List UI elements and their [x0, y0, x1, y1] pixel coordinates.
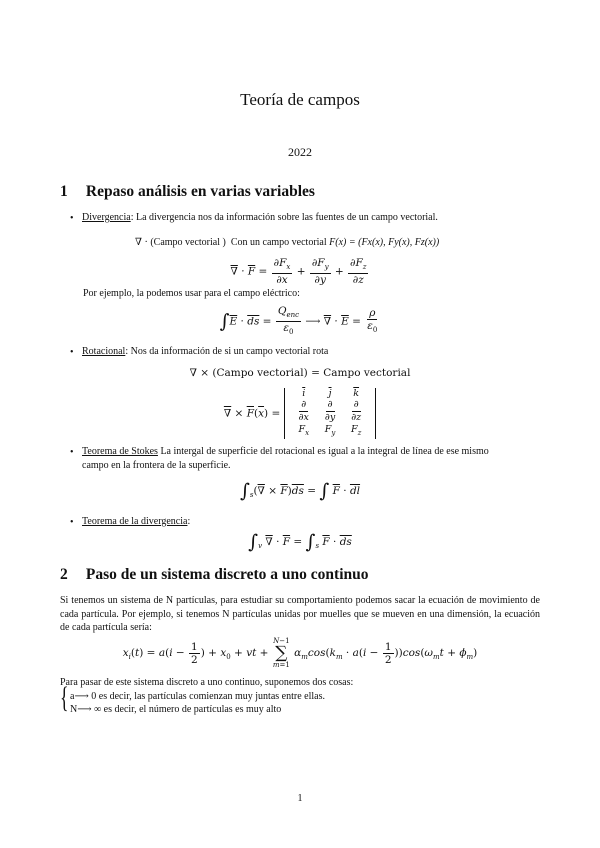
- divergence-text: : La divergencia nos da información sobre las fuentes de un campo vectorial.: [130, 212, 438, 223]
- divtheorem-text: :: [187, 516, 191, 527]
- bullet-divergence: •: [70, 213, 74, 224]
- document-title: Teoría de campos: [240, 90, 360, 109]
- divergence-eq1-right: F(x) = (Fx(x), Fy(x), Fz(x)): [329, 237, 440, 248]
- stokes-text-line2: campo en la frontera de la superficie.: [82, 460, 231, 471]
- rotational-text: : Nos da información de si un campo vectorial rota: [125, 346, 329, 357]
- rotational-eq1: ∇ × (Campo vectorial) = Campo vectorial: [189, 367, 411, 379]
- bullet-divergence-theorem: •: [70, 517, 74, 528]
- divtheorem-item: [82, 515, 190, 529]
- section-2-heading: [60, 566, 369, 584]
- assumption-1: a⟶ 0 es decir, las partículas comienzan muy juntas entre ellas.: [70, 691, 325, 702]
- stokes-text-line1: La intergal de superficie del rotacional es igual a la integral de línea de ese mismo: [157, 446, 489, 457]
- page-number: 1: [297, 793, 303, 804]
- divergence-theorem-formula: $\int_v$ ∇ · $\overline{F} = \int_s$ $\overline{F} \cdot \overline{ds}$: [248, 531, 352, 553]
- rotational-item: [82, 345, 328, 359]
- curl-determinant: $\overline{i}$ $\overline{j}$ $\overline{k}$ $\frac{\partial}{\partial x}$ $\frac{\partial}{\partial y}$ $\frac{\partial}{\partial z}$ $F_x$ $F_y$ $F_z$: [284, 388, 377, 439]
- divergence-eq1-mid: Con un campo vectorial: [230, 237, 327, 248]
- divergence-eq1-left: ∇ · (Campo vectorial ): [135, 237, 226, 248]
- stokes-formula: $\int_s(\nabla \times \overline{F})\overline{ds}$ = ∫ $\overline{F} \cdot \overline{dl}$: [239, 480, 361, 502]
- rotational-term: Rotacional: [82, 346, 126, 357]
- stokes-item: [82, 445, 489, 459]
- section-1-heading: [60, 183, 315, 201]
- stokes-term: Teorema de Stokes: [82, 446, 158, 457]
- divergence-example-text: Por ejemplo, la podemos usar para el campo eléctrico:: [83, 288, 300, 299]
- divergence-term: Divergencia: [82, 212, 131, 223]
- document-date: 2022: [288, 145, 312, 159]
- section-2-title: Paso de un sistema discreto a uno continuo: [85, 566, 369, 583]
- assumptions-brace: {: [60, 681, 69, 714]
- divergence-eq1: [135, 236, 439, 250]
- transition-text: Para pasar de este sistema discreto a uno continuo, suponemos dos cosas:: [60, 677, 354, 688]
- curl-formula: ∇ × $\overline{F}(\overline{x})$ = $\overline{i}$ $\overline{j}$ $\overline{k}$ $\frac{\partial}{\partial x}$ $\frac{\partial}{\partial y}$ $\frac{\partial}{\partial z}$ $F_x$ $F_y$ $F_z$: [0, 388, 600, 439]
- divergence-item: [82, 211, 438, 225]
- section-2-number: 2: [60, 566, 68, 583]
- assumption-2: N⟶ ∞ es decir, el número de partículas es muy alto: [70, 704, 282, 715]
- motion-equation: $x_i(t) = a(i$ − $\frac{1}{2}$ ) + $x_0$ + vt + N−1 ∑ m=1 $\alpha_m\cos(k_m \cdot a(i$ − $\frac{1}{2}$ ))$\cos(\omega_mt + \phi_m)$: [122, 637, 478, 669]
- section-1-number: 1: [60, 183, 68, 200]
- bullet-rotational: •: [70, 347, 74, 358]
- section-2-paragraph: Si tenemos un sistema de N partículas, para estudiar su comportamiento podemos sacar la ecuación de movimiento de cada partícula. Por ejemplo, si tenemos N partículas unidas por muelles que se mueven en una dimensión, la ecuación de cada partícula sería:: [60, 595, 540, 633]
- section-1-title: Repaso análisis en varias variables: [85, 183, 315, 200]
- gauss-law-formula: $\int\overline{E} \cdot \overline{ds}$ = $\frac{Q_{enc}}{\varepsilon_0}$ ⟶ ∇ · $\overline{E}$ = $\frac{\rho}{\varepsilon_0}$: [219, 305, 378, 337]
- divergence-formula: ∇ · $\overline{F}$ = $\frac{\partial F_x}{\partial x}$ + $\frac{\partial F_y}{\partial y}$ + $\frac{\partial F_z}{\partial z}$: [230, 257, 367, 287]
- bullet-stokes: •: [70, 447, 74, 458]
- divtheorem-term: Teorema de la divergencia: [82, 516, 188, 527]
